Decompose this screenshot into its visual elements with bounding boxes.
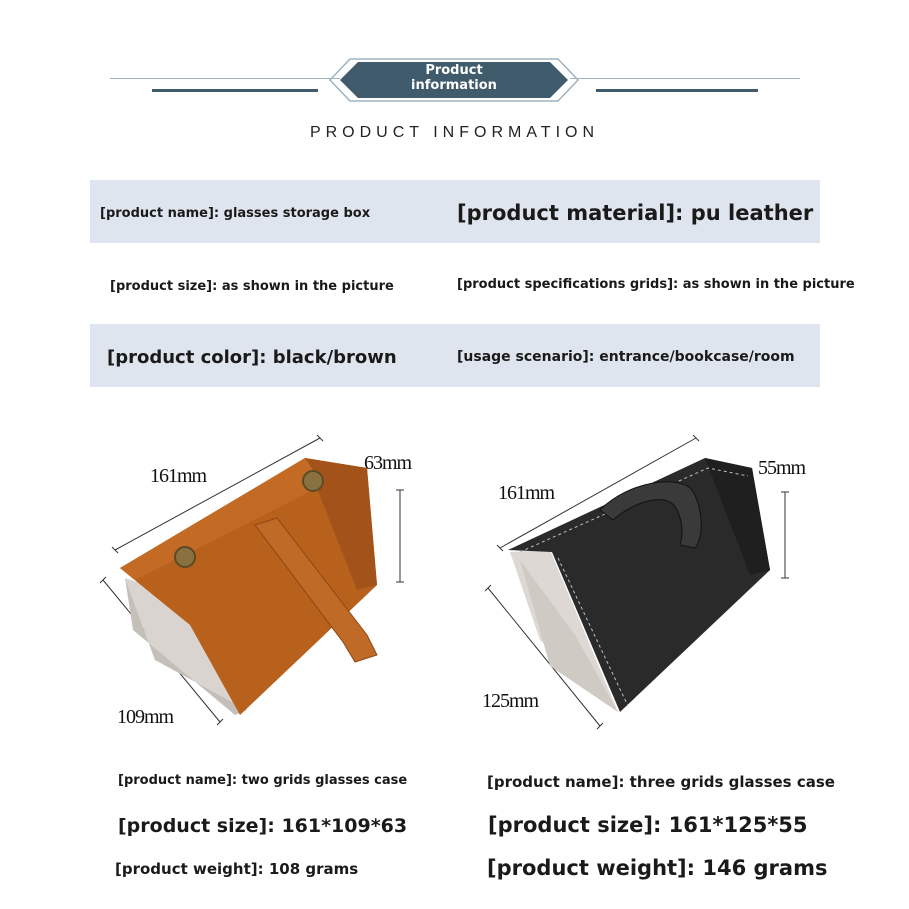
header-thin-line-right xyxy=(570,78,800,79)
info-usage-scenario: [usage scenario]: entrance/bookcase/room xyxy=(457,349,795,365)
black-dim-depth: 125mm xyxy=(482,690,539,712)
black-dim-height: 55mm xyxy=(758,457,806,479)
brown-product-size: [product size]: 161*109*63 xyxy=(118,815,408,837)
black-product-name: [product name]: three grids glasses case xyxy=(487,773,835,791)
brown-snap-button-right xyxy=(303,471,323,491)
brown-snap-button-left xyxy=(175,547,195,567)
banner-line-1: Product xyxy=(425,63,483,78)
info-product-size: [product size]: as shown in the picture xyxy=(110,279,394,294)
info-product-color: [product color]: black/brown xyxy=(107,347,397,368)
header-banner xyxy=(328,57,580,103)
info-product-name: [product name]: glasses storage box xyxy=(100,206,371,221)
brown-product-name: [product name]: two grids glasses case xyxy=(118,773,408,788)
black-product-weight: [product weight]: 146 grams xyxy=(487,856,828,880)
black-product-size: [product size]: 161*125*55 xyxy=(488,813,808,837)
brown-dim-length: 161mm xyxy=(150,465,207,487)
banner-text xyxy=(328,63,580,93)
section-title: PRODUCT INFORMATION xyxy=(309,124,600,141)
banner-line-2: information xyxy=(411,78,497,93)
brown-dim-depth: 109mm xyxy=(117,706,174,728)
header-thin-line-left xyxy=(110,78,340,79)
brown-case-image xyxy=(95,430,445,730)
brown-dim-height: 63mm xyxy=(364,452,412,474)
header-line-left xyxy=(152,89,318,92)
info-product-grids: [product specifications grids]: as shown in the picture xyxy=(457,277,855,292)
black-dim-length: 161mm xyxy=(498,482,555,504)
info-product-material: [product material]: pu leather xyxy=(457,201,814,225)
brown-product-weight: [product weight]: 108 grams xyxy=(115,860,359,878)
header-line-right xyxy=(596,89,758,92)
